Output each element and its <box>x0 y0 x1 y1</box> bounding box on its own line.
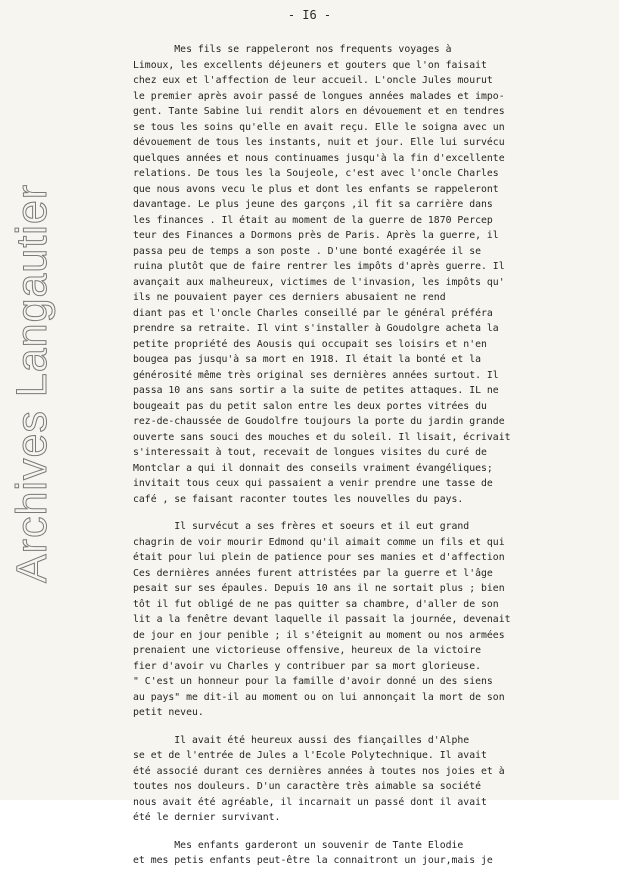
text-line: ils ne pouvaient payer ces derniers abusaient ne rend <box>133 292 446 303</box>
text-line: au pays" me dit-il au moment ou on lui annonçait la mort de son <box>133 691 505 703</box>
text-line: petite propriété des Aousis qui occupait ses loisirs et n'en <box>133 338 487 350</box>
text-line: chagrin de voir mourir Edmond qu'il aimait comme un fils et qui <box>133 536 505 548</box>
text-line: quelques années et nous continuames jusqu'à la fin d'excellente <box>133 152 505 164</box>
text-line: toutes nos douleurs. D'un caractère très aimable sa société <box>133 781 481 792</box>
page-number: - I6 - <box>287 8 332 22</box>
text-line: gent. Tante Sabine lui rendit alors en dévouement et en tendres <box>133 106 505 117</box>
text-line: était pour lui plein de patience pour ses manies et d'affection <box>133 552 505 563</box>
text-line: pesait sur ses épaules. Depuis 10 ans il ne sortait plus ; bien <box>133 583 505 594</box>
text-line: diant pas et l'oncle Charles conseillé par le général préféra <box>133 307 493 319</box>
text-line: Limoux, les excellents déjeuners et gouters que l'on faisait <box>133 59 487 71</box>
text-line: relations. De tous les la Soujeole, c'est avec l'oncle Charles <box>133 168 499 179</box>
text-line: bougea pas jusqu'à sa mort en 1918. Il était la bonté et la <box>133 354 481 365</box>
paragraph <box>133 519 615 721</box>
text-line: fier d'avoir vu Charles y contribuer par sa mort glorieuse. <box>133 660 481 672</box>
text-line: tôt il fut obligé de ne pas quitter sa chambre, d'aller de son <box>133 598 499 610</box>
paragraph <box>133 838 615 869</box>
text-line: été le dernier survivant. <box>133 812 281 823</box>
text-line: Il avait été heureux aussi des fiançailles d'Alphe <box>133 734 470 746</box>
text-line: chez eux et l'affection de leur accueil. L'oncle Jules mourut <box>133 75 493 86</box>
paragraph <box>133 733 615 826</box>
text-line: que nous avons vecu le plus et dont les enfants se rappeleront <box>133 183 499 195</box>
document-body <box>133 42 615 881</box>
text-line: lit a la fenêtre devant laquelle il passait la journée, devenait <box>133 614 511 625</box>
paragraph <box>133 42 615 507</box>
text-line: bougeait pas du petit salon entre les deux portes vitrées du <box>133 400 487 412</box>
text-line: passa peu de temps a son poste . D'une bonté exagérée il se <box>133 245 481 257</box>
text-line: ouverte sans souci des mouches et du soleil. Il lisait, écrivait <box>133 431 511 443</box>
text-line: teur des Finances a Dormons près de Paris. Après la guerre, il <box>133 230 499 241</box>
text-line: Ces dernières années furent attristées par la guerre et l'âge <box>133 567 493 579</box>
text-line: Montclar a qui il donnait des conseils vraiment évangéliques; <box>133 462 493 474</box>
text-line: les finances . Il était au moment de la guerre de 1870 Percep <box>133 214 493 226</box>
text-line: davantage. Le plus jeune des garçons ,il fit sa carrière dans <box>133 199 493 210</box>
text-line: Mes fils se rappeleront nos frequents voyages à <box>133 44 452 55</box>
archive-watermark: Archives Langautier <box>8 183 56 583</box>
text-line: " C'est un honneur pour la famille d'avoir donné un des siens <box>133 676 493 687</box>
text-line: passa 10 ans sans sortir a la suite de petites attaques. IL ne <box>133 385 499 396</box>
text-line: café , se faisant raconter toutes les nouvelles du pays. <box>133 493 464 505</box>
text-line: générosité même très original ses dernières années surtout. Il <box>133 369 499 381</box>
text-line: prendre sa retraite. Il vint s'installer à Goudolgre acheta la <box>133 323 499 334</box>
text-line: se tous les soins qu'elle en avait reçu. Elle le soigna avec un <box>133 121 505 133</box>
text-line: été associé durant ces dernières années à toutes nos joies et à <box>133 765 505 777</box>
text-line: dévouement de tous les instants, nuit et jour. Elle lui survécu <box>133 137 505 148</box>
text-line: rez-de-chaussée de Goudolfre toujours la porte du jardin grande <box>133 416 505 427</box>
text-line: petit neveu. <box>133 707 204 718</box>
text-line: invitait tous ceux qui passaient a venir prendre une tasse de <box>133 478 493 489</box>
text-line: nous avait été agréable, il incarnait un passé dont il avait <box>133 796 487 808</box>
text-line: le premier après avoir passé de longues années malades et impo- <box>133 90 505 102</box>
text-line: avançait aux malheureux, victimes de l'invasion, les impôts qu' <box>133 276 505 288</box>
text-line: et mes petis enfants peut-être la connaitront un jour,mais je <box>133 855 493 866</box>
text-line: se et de l'entrée de Jules a l'Ecole Polytechnique. Il avait <box>133 750 487 761</box>
text-line: s'interessait à tout, recevait de longues visites du curé de <box>133 447 487 458</box>
text-line: Mes enfants garderont un souvenir de Tante Elodie <box>133 839 464 851</box>
text-line: Il survécut a ses frères et soeurs et il eut grand <box>133 521 470 532</box>
text-line: de jour en jour penible ; il s'éteignit au moment ou nos armées <box>133 629 505 641</box>
text-line: prenaient une victorieuse offensive, heureux de la victoire <box>133 645 481 656</box>
text-line: ruina plutôt que de faire rentrer les impôts d'après guerre. Il <box>133 261 505 272</box>
